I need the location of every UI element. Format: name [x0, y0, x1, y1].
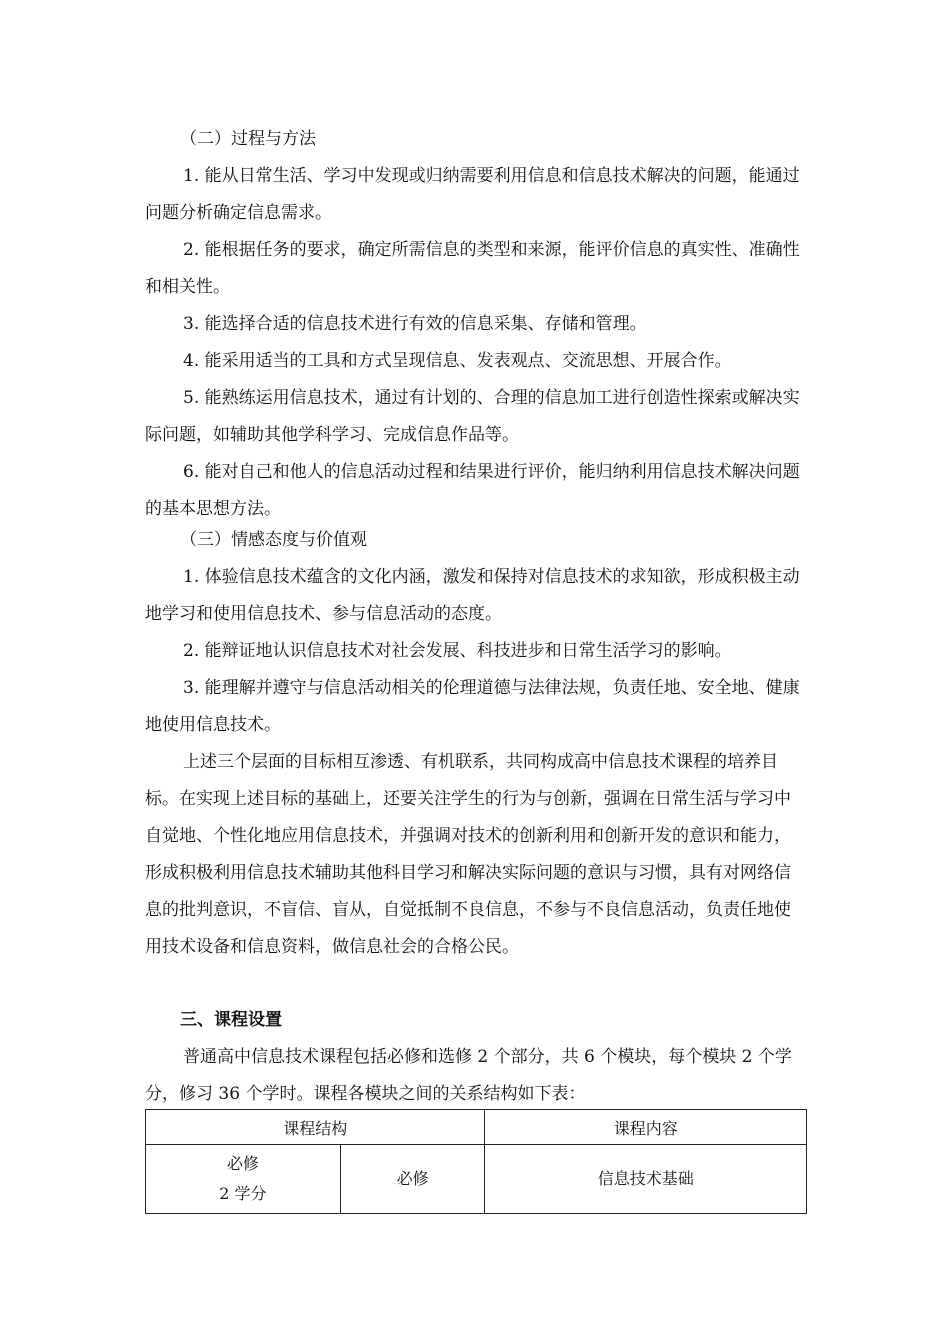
course-structure-table [145, 1109, 807, 1214]
table-row [146, 1145, 807, 1214]
list-item: 5. 能熟练运用信息技术，通过有计划的、合理的信息加工进行创造性探索或解决实际问题，如辅助其他学科学习、完成信息作品等。 [145, 388, 800, 445]
table-header-row [146, 1110, 807, 1145]
list-item: 1. 体验信息技术蕴含的文化内涵，激发和保持对信息技术的求知欲，形成积极主动地学习和使用信息技术、参与信息活动的态度。 [145, 567, 800, 624]
table-header-cell: 课程内容 [485, 1110, 807, 1145]
table-header-cell: 课程结构 [146, 1110, 485, 1145]
category-label: 必修 [226, 1154, 259, 1173]
section-title-attitudes-values: （三）情感态度与价值观 [180, 530, 367, 550]
table-cell-type: 必修 [340, 1145, 485, 1214]
table-cell-category [146, 1145, 341, 1214]
list-item: 6. 能对自己和他人的信息活动过程和结果进行评价，能归纳利用信息技术解决问题的基本思想方法。 [145, 462, 800, 519]
list-item: 3. 能理解并遵守与信息活动相关的伦理道德与法律法规，负责任地、安全地、健康地使用信息技术。 [145, 678, 800, 735]
table-cell-content: 信息技术基础 [485, 1145, 807, 1214]
course-intro-paragraph: 普通高中信息技术课程包括必修和选修 2 个部分，共 6 个模块，每个模块 2 个学分，修习 36 个学时。课程各模块之间的关系结构如下表： [145, 1047, 792, 1104]
list-item: 3. 能选择合适的信息技术进行有效的信息采集、存储和管理。 [183, 314, 647, 334]
summary-paragraph: 上述三个层面的目标相互渗透、有机联系，共同构成高中信息技术课程的培养目标。在实现上述目标的基础上，还要关注学生的行为与创新，强调在日常生活与学习中自觉地、个性化地应用信息技术，并强调对技术的创新利用和创新开发的意识和能力，形成积极利用信息技术辅助其他科目学习和解决实际问题的意识与习惯，具有对网络信息的批判意识，不盲信、盲从，自觉抵制不良信息，不参与不良信息活动，负责任地使用技术设备和信息资料，做信息社会的合格公民。 [145, 752, 791, 957]
section-title-process-methods: （二）过程与方法 [180, 129, 316, 149]
list-item: 2. 能根据任务的要求，确定所需信息的类型和来源，能评价信息的真实性、准确性和相关性。 [145, 240, 800, 297]
list-item: 1. 能从日常生活、学习中发现或归纳需要利用信息和信息技术解决的问题，能通过问题分析确定信息需求。 [145, 166, 800, 223]
list-item: 4. 能采用适当的工具和方式呈现信息、发表观点、交流思想、开展合作。 [183, 351, 732, 371]
list-item: 2. 能辩证地认识信息技术对社会发展、科技进步和日常生活学习的影响。 [183, 641, 732, 661]
credits-label: 2 学分 [219, 1184, 267, 1203]
section-heading-course-setup: 三、课程设置 [180, 1010, 282, 1030]
